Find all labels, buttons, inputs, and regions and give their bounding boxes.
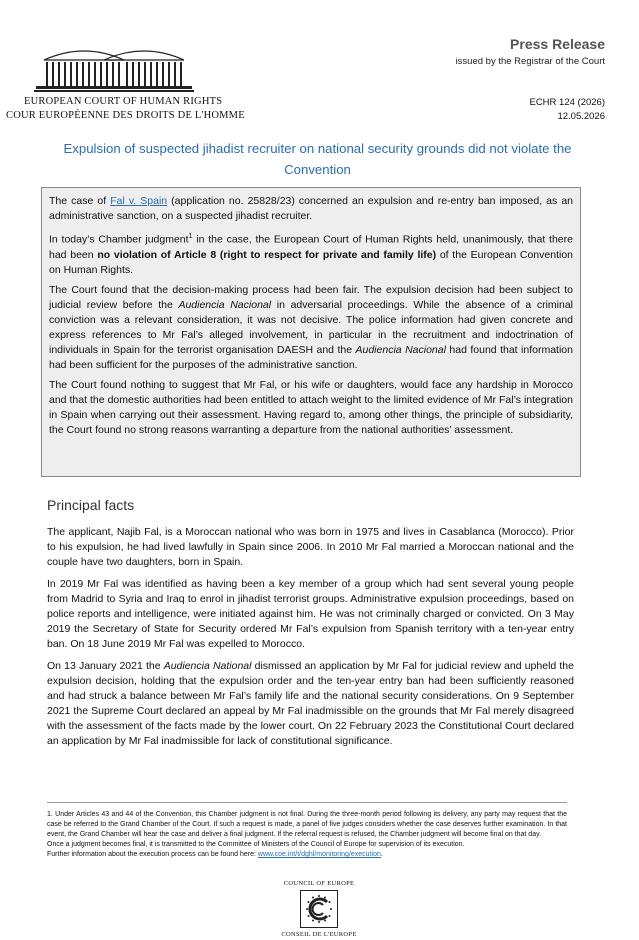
- summary-paragraph-4: The Court found nothing to suggest that Mr Fal, or his wife or daughters, would face any hardship in Morocco and that the domestic authorities had been entitled to attach weight to the limited evidence of Mr Fal’s integration in Spain when carrying out their assessment. Having regard to, among other things, the principle of subsidiarity, the Court found no strong reasons warranting a departure from the national authorities’ assessment.: [49, 378, 573, 436]
- footnote-line-1: 1. Under Articles 43 and 44 of the Convention, this Chamber judgment is not final. During the three-month period following its delivery, any party may request that the case be referred to the Grand Chamber of the Court. If such a request is made, a panel of five judges considers whether the case deserves further examination. In that event, the Grand Chamber will hear the case and deliver a final judgment. If the referral request is refused, the Chamber judgment will become final on that day.: [47, 811, 567, 838]
- header: [0, 0, 639, 130]
- court-building-logo-icon: [34, 40, 194, 96]
- release-date: 12.05.2026: [557, 111, 605, 122]
- footnote-marker: 1: [188, 233, 193, 240]
- press-release-title: Press Release: [510, 36, 605, 52]
- principal-facts-body: [47, 525, 574, 756]
- headline: Expulsion of suspected jihadist recruiter on national security grounds did not violate the Convention: [63, 141, 572, 177]
- execution-link[interactable]: www.coe.int/t/dghl/monitoring/execution: [257, 851, 381, 858]
- summary-paragraph-2: In today’s Chamber judgment$^1$ in the case, the European Court of Human Rights held, unanimously, that there had been no violation of Article 8 (right to respect for private and family life) of the European Convention on Human Rights.: [49, 233, 573, 276]
- section-title-principal-facts: Principal facts: [47, 497, 135, 513]
- facts-paragraph-2: In 2019 Mr Fal was identified as having been a key member of a group which had sent several young people from Madrid to Syria and Iraq to enrol in jihadist terrorist groups. Administrative expulsion proceedings, based on police reports and intelligence, were initiated against him. He was not criminally charged or convicted. On 3 May 2019 the Secretary of State for Security ordered Mr Fal’s expulsion from Spanish territory with a ten-year entry ban. On 18 June 2019 Mr Fal was expelled to Morocco.: [47, 578, 574, 650]
- court-name-en: EUROPEAN COURT OF HUMAN RIGHTS: [24, 96, 223, 107]
- summary-box: [41, 187, 581, 477]
- footnote: [47, 810, 567, 860]
- footnote-divider: [47, 802, 567, 803]
- summary-paragraph-1: The case of Fal v. Spain (application no. 25828/23) concerned an expulsion and re-entry ban imposed, as an administrative sanction, on a suspected jihadist recruiter.: [49, 195, 573, 222]
- footnote-line-3: Further information about the execution process can be found here: www.coe.int/t/dghl/monitoring/execution.: [47, 851, 383, 858]
- council-of-europe-label: COUNCIL OF EUROPE: [283, 880, 355, 887]
- facts-paragraph-1: The applicant, Najib Fal, is a Moroccan national who was born in 1975 and lives in Casablanca (Morocco). Prior to his expulsion, he had lived lawfully in Spain since 2006. In 2010 Mr Fal married a Moroccan national and the couple have two daughters, born in Spain.: [47, 526, 574, 568]
- summary-paragraph-3: The Court found that the decision-making process had been fair. The expulsion decision had been subject to judicial review before the Audiencia Nacional in adversarial proceedings. While the absence of a criminal conviction was a relevant consideration, it was not decisive. The police information had given concrete and express references to Mr Fal’s alleged involvement, in particular in the recruitment and indoctrination of individuals in Spain for the terrorist organisation DAESH and the Audiencia Nacional had found that information had been sufficient for the purposes of the administrative sanction.: [49, 283, 573, 371]
- reference-number: ECHR 124 (2026): [529, 97, 605, 108]
- court-name-fr: COUR EUROPÉENNE DES DROITS DE L'HOMME: [6, 110, 245, 121]
- conseil-de-l-europe-label: CONSEIL DE L'EUROPE: [281, 931, 357, 938]
- footnote-line-2: Once a judgment becomes final, it is transmitted to the Committee of Ministers of the Council of Europe for supervision of its execution.: [47, 841, 465, 848]
- case-link[interactable]: Fal v. Spain: [110, 195, 168, 207]
- verdict-text: no violation of Article 8 (right to respect for private and family life): [97, 248, 437, 261]
- council-of-europe-logo-icon: [300, 890, 338, 928]
- facts-paragraph-3: On 13 January 2021 the Audiencia National dismissed an application by Mr Fal for judicial review and upheld the expulsion decision, holding that the expulsion order and the ten-year entry ban had been sufficiently reasoned and had struck a balance between Mr Fal’s family life and the national security considerations. On 9 September 2021 the Supreme Court declared an appeal by Mr Fal inadmissible on the grounds that Mr Fal merely disagreed with the assessment of the facts made by the lower court. On 22 February 2023 the Constitutional Court declared an application by Mr Fal inadmissible for lack of constitutional significance.: [47, 660, 574, 747]
- reference-block: [529, 96, 605, 124]
- press-release-subtitle: issued by the Registrar of the Court: [455, 56, 605, 67]
